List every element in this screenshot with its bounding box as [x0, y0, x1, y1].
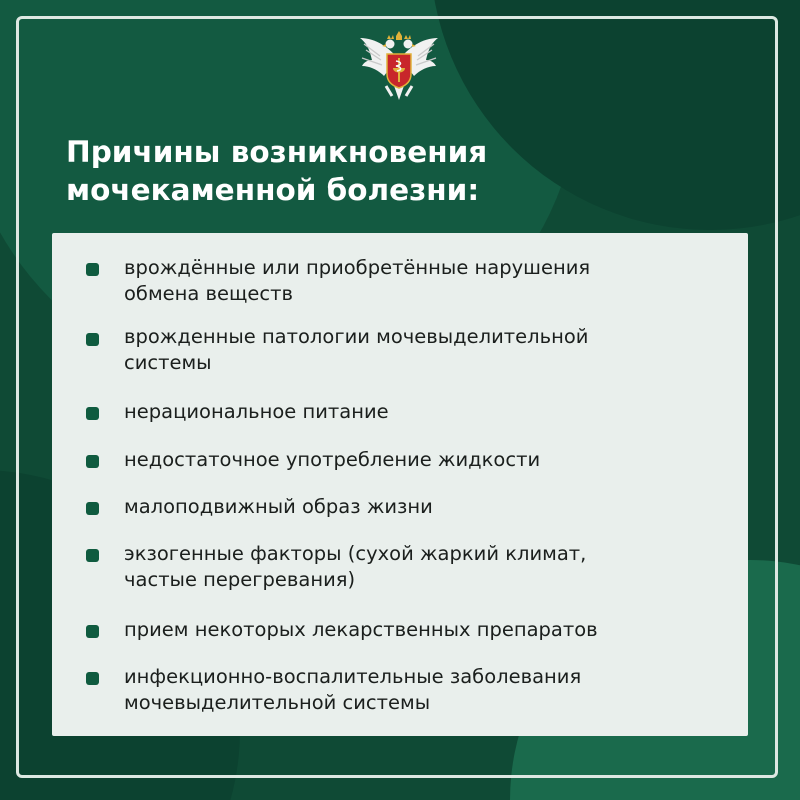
list-item-line: системы [124, 351, 212, 374]
bullet-icon [86, 263, 99, 276]
list-item-line: экзогенные факторы (сухой жаркий климат, [124, 542, 587, 565]
list-item-line: врожденные патологии мочевыделительной [124, 325, 589, 348]
list-item-text [124, 447, 724, 473]
list-item-line: врождённые или приобретённые нарушения [124, 256, 591, 279]
title-line: мочекаменной болезни: [66, 173, 480, 207]
bullet-icon [86, 407, 99, 420]
title-line: Причины возникновения [66, 135, 488, 169]
list-item-text [124, 617, 724, 643]
bullet-icon [86, 672, 99, 685]
list-item-text [124, 399, 724, 425]
bullet-icon [86, 333, 99, 346]
list-item-line: недостаточное употребление жидкости [124, 448, 541, 471]
list-item-line: прием некоторых лекарственных препаратов [124, 618, 598, 641]
bullet-icon [86, 549, 99, 562]
list-item-line: нерациональное питание [124, 400, 389, 423]
bullet-icon [86, 502, 99, 515]
bullet-icon [86, 625, 99, 638]
list-item-text [124, 494, 724, 520]
list-item-line: частые перегревания) [124, 568, 356, 591]
list-item-text [124, 541, 724, 593]
list-item-line: малоподвижный образ жизни [124, 495, 433, 518]
double-headed-eagle-emblem-icon [356, 30, 442, 104]
list-item-line: инфекционно-воспалительные заболевания [124, 665, 582, 688]
list-item-line: обмена веществ [124, 282, 293, 305]
causes-card [52, 233, 748, 736]
list-item-text [124, 664, 724, 716]
page-title [66, 133, 726, 209]
bullet-icon [86, 455, 99, 468]
list-item-line: мочевыделительной системы [124, 691, 431, 714]
list-item-text [124, 324, 724, 376]
list-item-text [124, 255, 724, 307]
